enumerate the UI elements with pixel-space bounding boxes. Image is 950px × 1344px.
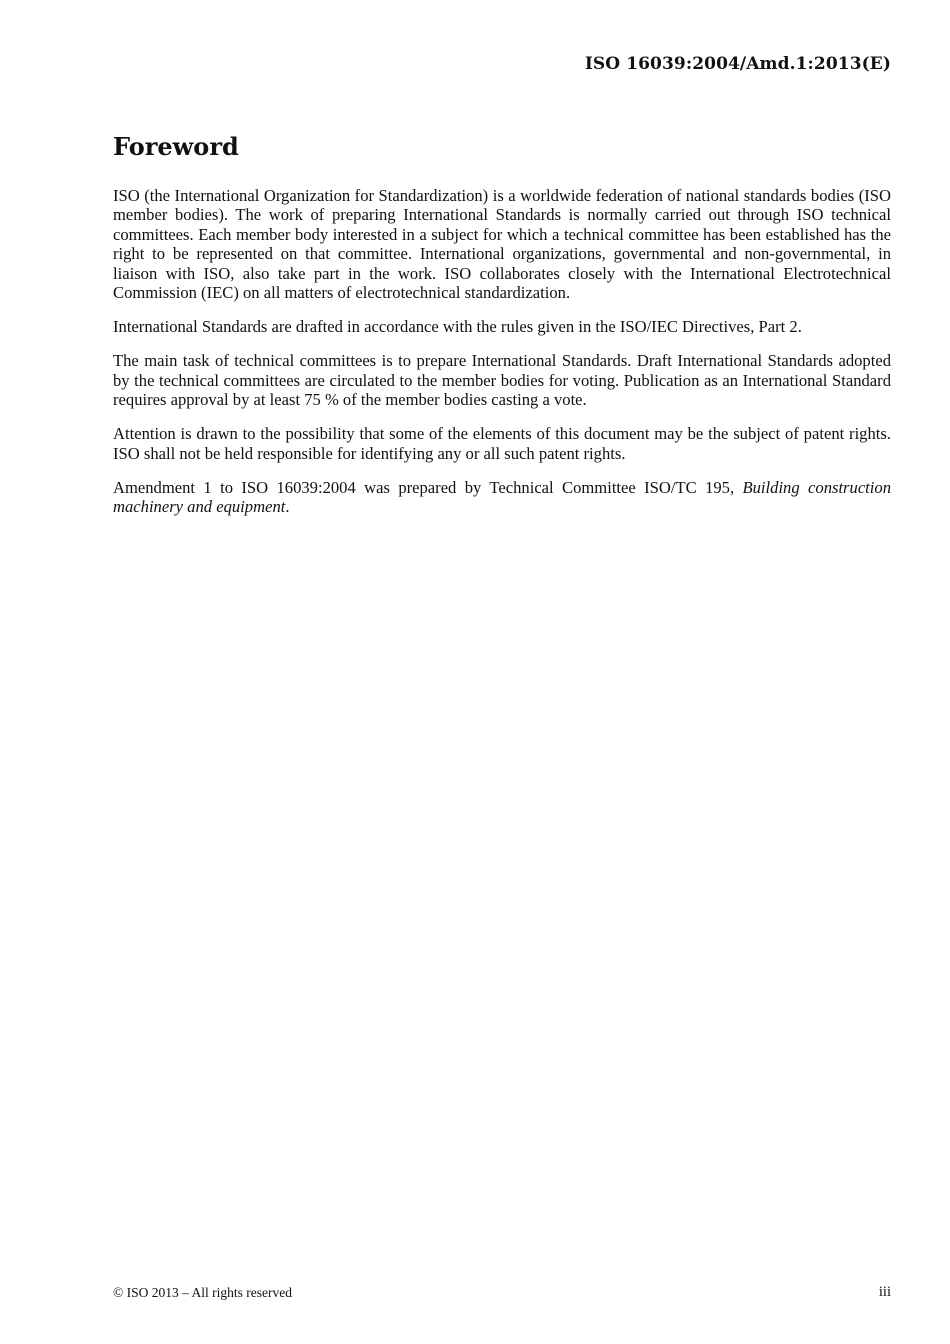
paragraph-iso-intro: ISO (the International Organization for Standardization) is a worldwide federation of national standards bodies (ISO member bodies). The work of preparing International Standards is normally carried out through ISO technical committees. Each member body interested in a subject for which a technical committee has been established has the right to be represented on that committee. International organizations, governmental and non-governmental, in liaison with ISO, also take part in the work. ISO collaborates closely with the International Electrotechnical Commission (IEC) on all matters of electrotechnical standardization. (113, 186, 891, 303)
paragraph-directives: International Standards are drafted in accordance with the rules given in the ISO/IEC Directives, Part 2. (113, 317, 802, 337)
paragraph-committee-task: The main task of technical committees is to prepare International Standards. Draft International Standards adopted by the technical committees are circulated to the member bodies for voting. Publication as an International Standard requires approval by at least 75 % of the member bodies casting a vote. (113, 351, 891, 410)
copyright-notice: © ISO 2013 – All rights reserved (113, 1285, 292, 1300)
amendment-text: Amendment 1 to ISO 16039:2004 was prepared by Technical Committee ISO/TC 195, (113, 478, 743, 498)
page-number: iii (878, 1284, 891, 1300)
document-reference: ISO 16039:2004/Amd.1:2013(E) (584, 54, 891, 74)
paragraph-patent-rights: Attention is drawn to the possibility that some of the elements of this document may be the subject of patent rights. ISO shall not be held responsible for identifying any or all such patent rights. (113, 424, 891, 463)
paragraph-amendment (113, 478, 891, 517)
amendment-end: . (285, 497, 290, 517)
foreword-body (113, 186, 891, 517)
committee-title: Building construction machinery and equipment (113, 478, 891, 517)
page-title: Foreword (113, 132, 239, 161)
